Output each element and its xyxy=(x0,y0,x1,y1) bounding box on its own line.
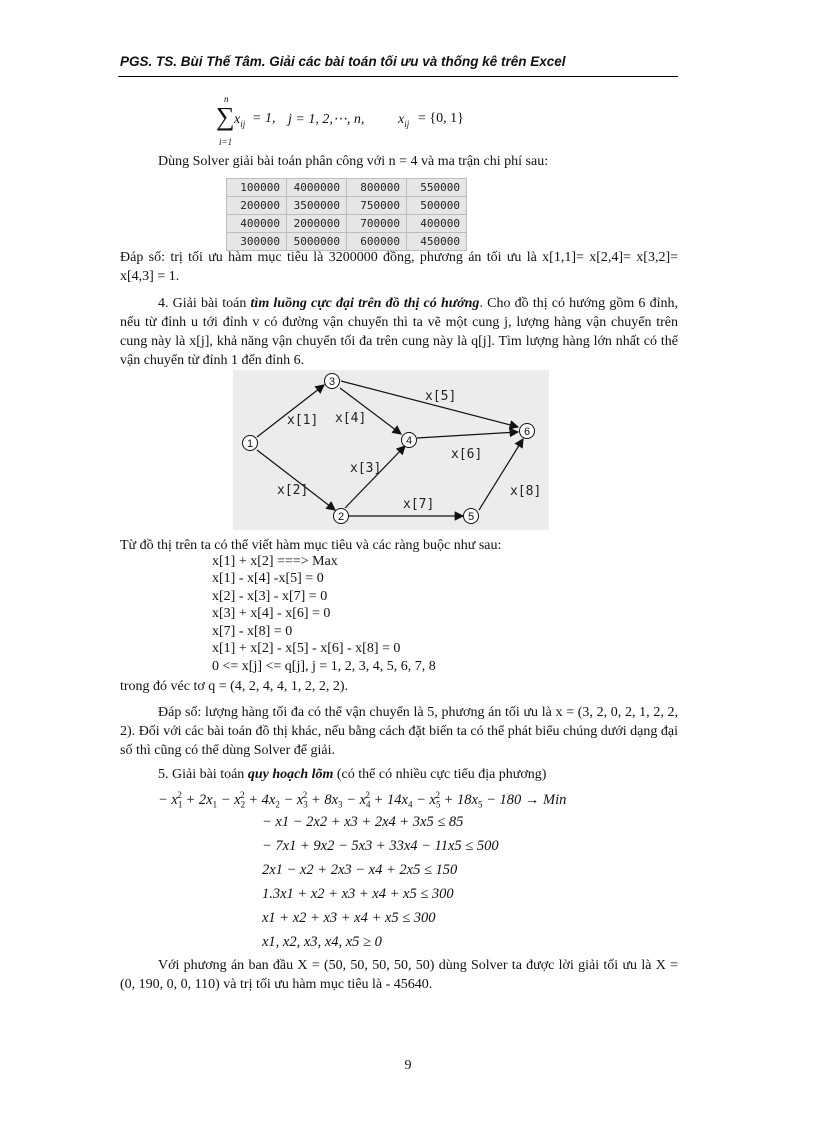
j-range: j = 1, 2,⋯, n, xyxy=(288,112,365,127)
graph-node xyxy=(520,424,535,439)
matrix-cell: 3500000 xyxy=(287,197,347,215)
matrix-cell: 750000 xyxy=(347,197,407,215)
node-label: 5 xyxy=(467,511,475,523)
sum-lower: i=1 xyxy=(219,137,233,147)
model-line: x[1] - x[4] -x[5] = 0 xyxy=(212,571,324,586)
node-label: 4 xyxy=(405,435,413,447)
matrix-row xyxy=(227,179,467,197)
problem-5-emphasis: quy hoạch lõm xyxy=(247,767,334,782)
problem-4-rest: . Cho đồ thị có hướng gồm 6 đỉnh, nếu từ đỉnh u tới đỉnh v có đường vận chuyển thì ta vẽ một cung j, lượng hàng vận chuyển trên cung này là x[j], khả năng vận chuyển tối đa trên cung này là q[j]. Tìm lượng hàng lớn nhất có thể vận chuyển từ đỉnh 1 đến đỉnh 6. xyxy=(120,296,678,368)
graph-node xyxy=(464,509,479,524)
edge-label: x[1] xyxy=(287,413,319,428)
model-line: 0 <= x[j] <= q[j], j = 1, 2, 3, 4, 5, 6, 7, 8 xyxy=(212,659,436,674)
model-line: x[3] + x[4] - x[6] = 0 xyxy=(212,606,331,621)
concave-constraint: x1, x2, x3, x4, x5 ≥ 0 xyxy=(262,934,382,950)
graph-node xyxy=(325,374,340,389)
problem-4 xyxy=(120,294,678,370)
sum-upper: n xyxy=(224,94,229,104)
node-label: 1 xyxy=(246,438,254,450)
binary-domain: = {0, 1} xyxy=(418,111,464,126)
edge-label: x[8] xyxy=(510,484,542,499)
edge-label: x[7] xyxy=(403,497,435,512)
edge-5-6 xyxy=(479,439,523,510)
concave-constraint: − 7x1 + 9x2 − 5x3 + 33x4 − 11x5 ≤ 500 xyxy=(262,838,499,854)
matrix-cell: 200000 xyxy=(227,197,287,215)
edge-1-3 xyxy=(257,385,324,437)
objective-function: − $x_1^2 + 2x_1 - x_2^2 + 4x_2 - x_3^2 + 8x_3 - x_4^2 + 14x_4 - x_5^2 + 18x_5 - 180$ → Min xyxy=(158,790,567,810)
sigma-symbol: ∑ xyxy=(216,102,235,131)
edge-3-6 xyxy=(341,381,518,427)
matrix-cell: 500000 xyxy=(407,197,467,215)
problem-5-prefix: 5. Giải bài toán xyxy=(158,767,248,782)
matrix-cell: 100000 xyxy=(227,179,287,197)
model-line: x[2] - x[3] - x[7] = 0 xyxy=(212,589,328,604)
node-label: 6 xyxy=(523,426,531,438)
matrix-cell: 550000 xyxy=(407,179,467,197)
concave-constraint: − x1 − 2x2 + x3 + 2x4 + 3x5 ≤ 85 xyxy=(262,814,464,830)
matrix-row xyxy=(227,215,467,233)
binary-variable: $x_{ij}$ xyxy=(398,112,410,129)
edge-1-2 xyxy=(257,450,335,510)
answer-2: Đáp số: lượng hàng tối đa có thể vận chuyển là 5, phương án tối ưu là x = (3, 2, 0, 2, 1, 2, 2, 2). Đối với các bài toán đồ thị khác, nếu bằng cách đặt biến ta có thể phát biểu chúng dưới dạng đại số thì cũng có thể dùng Solver để giải. xyxy=(120,705,678,758)
edge-4-6 xyxy=(417,432,518,438)
matrix-cell: 2000000 xyxy=(287,215,347,233)
node-label: 3 xyxy=(328,376,336,388)
final-answer: Với phương án ban đầu X = (50, 50, 50, 50, 50) dùng Solver ta được lời giải tối ưu là X = (0, 190, 0, 0, 110) và trị tối ưu hàm mục tiêu là - 45640. xyxy=(120,958,678,992)
intro-text: Dùng Solver giải bài toán phân công với n = 4 và ma trận chi phí sau: xyxy=(158,154,549,169)
flow-graph xyxy=(233,370,549,530)
page-number: 9 xyxy=(404,1058,412,1073)
edge-label: x[6] xyxy=(451,447,483,462)
problem-4-prefix: 4. Giải bài toán xyxy=(158,296,251,311)
matrix-cell: 5000000 xyxy=(287,233,347,251)
concave-constraint: x1 + x2 + x3 + x4 + x5 ≤ 300 xyxy=(262,910,436,926)
edge-label: x[3] xyxy=(350,461,382,476)
concave-constraint: 1.3x1 + x2 + x3 + x4 + x5 ≤ 300 xyxy=(262,886,454,902)
edge-2-4 xyxy=(345,446,405,508)
model-intro: Từ đồ thị trên ta có thể viết hàm mục tiêu và các ràng buộc như sau: xyxy=(120,538,502,553)
model-line: x[1] + x[2] - x[5] - x[6] - x[8] = 0 xyxy=(212,641,401,656)
matrix-cell: 400000 xyxy=(227,215,287,233)
problem-5-rest: (có thể có nhiều cực tiểu địa phương) xyxy=(333,767,547,782)
page-header: PGS. TS. Bùi Thế Tâm. Giải các bài toán tối ưu và thống kê trên Excel xyxy=(120,54,566,69)
edge-label: x[5] xyxy=(425,389,457,404)
matrix-cell: 4000000 xyxy=(287,179,347,197)
sum-variable: $x_{ij}$ xyxy=(234,112,246,129)
matrix-cell: 600000 xyxy=(347,233,407,251)
node-label: 2 xyxy=(337,511,345,523)
edge-label: x[4] xyxy=(335,411,367,426)
matrix-row xyxy=(227,197,467,215)
model-line: x[1] + x[2] ===> Max xyxy=(212,554,338,569)
concave-constraint: 2x1 − x2 + 2x3 − x4 + 2x5 ≤ 150 xyxy=(262,862,458,878)
matrix-cell: 800000 xyxy=(347,179,407,197)
matrix-cell: 300000 xyxy=(227,233,287,251)
graph-node xyxy=(402,433,417,448)
cost-matrix xyxy=(226,178,467,251)
problem-4-emphasis: tìm luồng cực đại trên đồ thị có hướng xyxy=(250,296,480,311)
graph-node xyxy=(243,436,258,451)
problem-5 xyxy=(120,765,678,784)
matrix-cell: 700000 xyxy=(347,215,407,233)
model-line: x[7] - x[8] = 0 xyxy=(212,624,293,639)
graph-node xyxy=(334,509,349,524)
matrix-cell: 400000 xyxy=(407,215,467,233)
edge-label: x[2] xyxy=(277,483,309,498)
vector-q: trong đó véc tơ q = (4, 2, 4, 4, 1, 2, 2, 2). xyxy=(120,679,348,694)
sum-eq-text: = 1, xyxy=(252,111,276,126)
objective-min: Min xyxy=(543,791,567,808)
answer-1: Đáp số: trị tối ưu hàm mục tiêu là 3200000 đồng, phương án tối ưu là x[1,1]= x[2,4]= x[3,2]= x[4,3] = 1. xyxy=(120,250,678,284)
header-rule xyxy=(118,76,678,77)
matrix-cell: 450000 xyxy=(407,233,467,251)
